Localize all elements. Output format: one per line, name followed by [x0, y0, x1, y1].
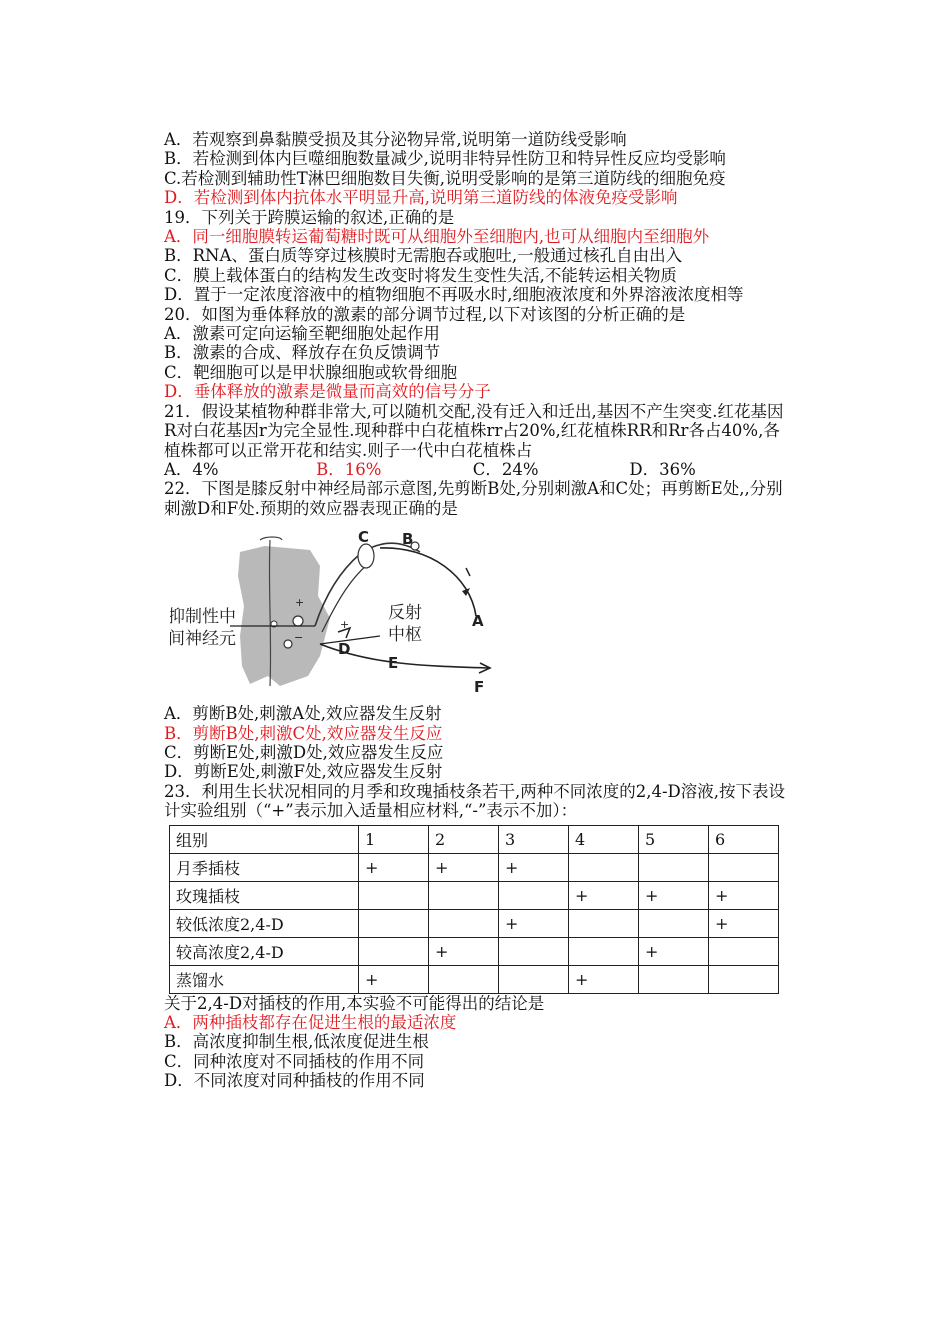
q20-option-d-answer: D．垂体释放的激素是微量而高效的信号分子 — [164, 382, 491, 402]
table-cell — [569, 909, 639, 937]
table-cell — [569, 937, 639, 965]
label-reflex-center-1: 反射 — [388, 603, 422, 624]
q20-stem: 20．如图为垂体释放的激素的部分调节过程,以下对该图的分析正确的是 — [164, 304, 686, 324]
q23-option-a-answer: A．两种插枝都存在促进生根的最适浓度 — [164, 1012, 457, 1032]
q18-option-b: B．若检测到体内巨噬细胞数量减少,说明非特异性防卫和特异性反应均受影响 — [164, 149, 726, 169]
label-d: D — [338, 640, 351, 659]
table-cell: + — [709, 909, 779, 937]
q21-option-b-answer: B．16% — [316, 459, 382, 479]
table-cell — [639, 909, 709, 937]
q21-option-d: D．36% — [629, 459, 696, 479]
label-inhibitory-1: 抑制性中 — [170, 607, 236, 628]
label-f: F — [474, 678, 485, 697]
table-cell — [499, 965, 569, 993]
q22-option-b-answer: B．剪断B处,刺激C处,效应器发生反应 — [164, 723, 443, 743]
table-header-cell: 3 — [499, 825, 569, 853]
synapse-plus-2: + — [340, 618, 350, 632]
q22-option-c: C．剪断E处,刺激D处,效应器发生反应 — [164, 742, 444, 762]
table-cell: + — [499, 853, 569, 881]
exam-page — [164, 130, 786, 1091]
q18-option-d-answer: D．若检测到体内抗体水平明显升高,说明第三道防线的体液免疫受影响 — [164, 188, 678, 208]
experiment-table — [169, 825, 779, 994]
table-header-cell: 1 — [359, 825, 429, 853]
q23-option-b: B．高浓度抑制生根,低浓度促进生根 — [164, 1032, 429, 1052]
q20-option-c: C．靶细胞可以是甲状腺细胞或软骨细胞 — [164, 362, 458, 382]
q23-option-d: D．不同浓度对同种插枝的作用不同 — [164, 1071, 425, 1091]
q19-option-c: C．膜上载体蛋白的结构发生改变时将发生变性失活,不能转运相关物质 — [164, 265, 677, 285]
q19-stem: 19．下列关于跨膜运输的叙述,正确的是 — [164, 207, 455, 227]
q18-option-c: C.若检测到辅助性T淋巴细胞数目失衡,说明受影响的是第三道防线的细胞免疫 — [164, 168, 726, 188]
table-cell — [359, 937, 429, 965]
table-header-cell: 组别 — [170, 825, 359, 853]
table-cell — [639, 965, 709, 993]
q21-options — [164, 460, 786, 479]
table-cell: 月季插枝 — [170, 853, 359, 881]
table-header-cell: 5 — [639, 825, 709, 853]
q21-option-c: C．24% — [472, 459, 539, 479]
table-row — [170, 965, 779, 993]
q22-stem: 22．下图是膝反射中神经局部示意图,先剪断B处,分别刺激A和C处；再剪断E处,,分别刺激D和F处.预期的效应器表现正确的是 — [164, 479, 783, 518]
q23-stem: 23．利用生长状况相同的月季和玫瑰插枝条若干,两种不同浓度的2,4-D溶液,按下表设计实验组别（“+”表示加入适量相应材料,“-”表示不加）： — [164, 781, 786, 821]
table-header-cell: 4 — [569, 825, 639, 853]
q19-option-d: D．置于一定浓度溶液中的植物细胞不再吸水时,细胞液浓度和外界溶液浓度相等 — [164, 285, 744, 305]
q20-option-b: B．激素的合成、释放存在负反馈调节 — [164, 343, 441, 363]
table-row — [170, 909, 779, 937]
table-cell — [569, 853, 639, 881]
table-cell: + — [639, 937, 709, 965]
table-cell: 玫瑰插枝 — [170, 881, 359, 909]
q19-option-b: B．RNA、蛋白质等穿过核膜时无需胞吞或胞吐,一般通过核孔自由出入 — [164, 246, 683, 266]
label-reflex-center-2: 中枢 — [388, 625, 422, 646]
knee-reflex-diagram — [170, 526, 500, 696]
q21-option-a: A．4% — [164, 459, 219, 479]
table-cell: 较低浓度2,4-D — [170, 909, 359, 937]
label-b: B — [402, 530, 414, 549]
table-cell: + — [569, 881, 639, 909]
table-cell — [359, 881, 429, 909]
table-cell — [499, 937, 569, 965]
table-cell: + — [359, 965, 429, 993]
label-a: A — [472, 612, 484, 631]
q19-option-a-answer: A．同一细胞膜转运葡萄糖时既可从细胞外至细胞内,也可从细胞内至细胞外 — [164, 227, 710, 247]
q21-stem: 21．假设某植物种群非常大,可以随机交配,没有迁入和迁出,基因不产生突变.红花基因R对白花基因r为完全显性.现种群中白花植株rr占20%,红花植株RR和Rr各占40%,各植株都可以正常开花和结实.则子一代中白花植株占 — [164, 401, 784, 460]
synapse-minus: − — [294, 631, 304, 645]
top-outline — [260, 537, 282, 540]
table-cell: 蒸馏水 — [170, 965, 359, 993]
table-cell: + — [569, 965, 639, 993]
q23-option-c: C．同种浓度对不同插枝的作用不同 — [164, 1051, 425, 1071]
label-e: E — [388, 654, 399, 673]
interneuron-body — [293, 616, 303, 626]
table-header-row — [170, 825, 779, 853]
table-header-cell: 6 — [709, 825, 779, 853]
q22-option-a: A．剪断B处,刺激A处,效应器发生反射 — [164, 704, 442, 724]
q18-option-a: A．若观察到鼻黏膜受损及其分泌物异常,说明第一道防线受影响 — [164, 130, 627, 149]
q22-option-d: D．剪断E处,刺激F处,效应器发生反射 — [164, 762, 443, 782]
table-cell — [499, 881, 569, 909]
motor-neuron-body — [284, 640, 292, 648]
knee-reflex-svg — [170, 526, 500, 696]
table-row — [170, 853, 779, 881]
dorsal-root-ganglion — [358, 544, 374, 568]
table-cell — [709, 937, 779, 965]
arrow-a-tail — [466, 568, 470, 576]
table-cell — [429, 881, 499, 909]
gray-matter — [238, 546, 330, 686]
label-c: C — [358, 528, 370, 547]
table-cell — [709, 853, 779, 881]
table-row — [170, 937, 779, 965]
table-cell — [429, 965, 499, 993]
table-cell — [359, 909, 429, 937]
table-cell: 较高浓度2,4-D — [170, 937, 359, 965]
table-header-cell: 2 — [429, 825, 499, 853]
table-row — [170, 881, 779, 909]
q20-option-a: A．激素可定向运输至靶细胞处起作用 — [164, 324, 440, 344]
table-cell: + — [429, 937, 499, 965]
q23-follow-up: 关于2,4-D对插枝的作用,本实验不可能得出的结论是 — [164, 993, 545, 1013]
label-inhibitory-2: 间神经元 — [170, 629, 236, 650]
table-cell: + — [499, 909, 569, 937]
synapse-plus-1: + — [295, 596, 305, 610]
table-cell: + — [709, 881, 779, 909]
table-cell — [639, 853, 709, 881]
table-cell — [709, 965, 779, 993]
table-cell: + — [639, 881, 709, 909]
table-cell: + — [359, 853, 429, 881]
table-cell — [429, 909, 499, 937]
table-cell: + — [429, 853, 499, 881]
